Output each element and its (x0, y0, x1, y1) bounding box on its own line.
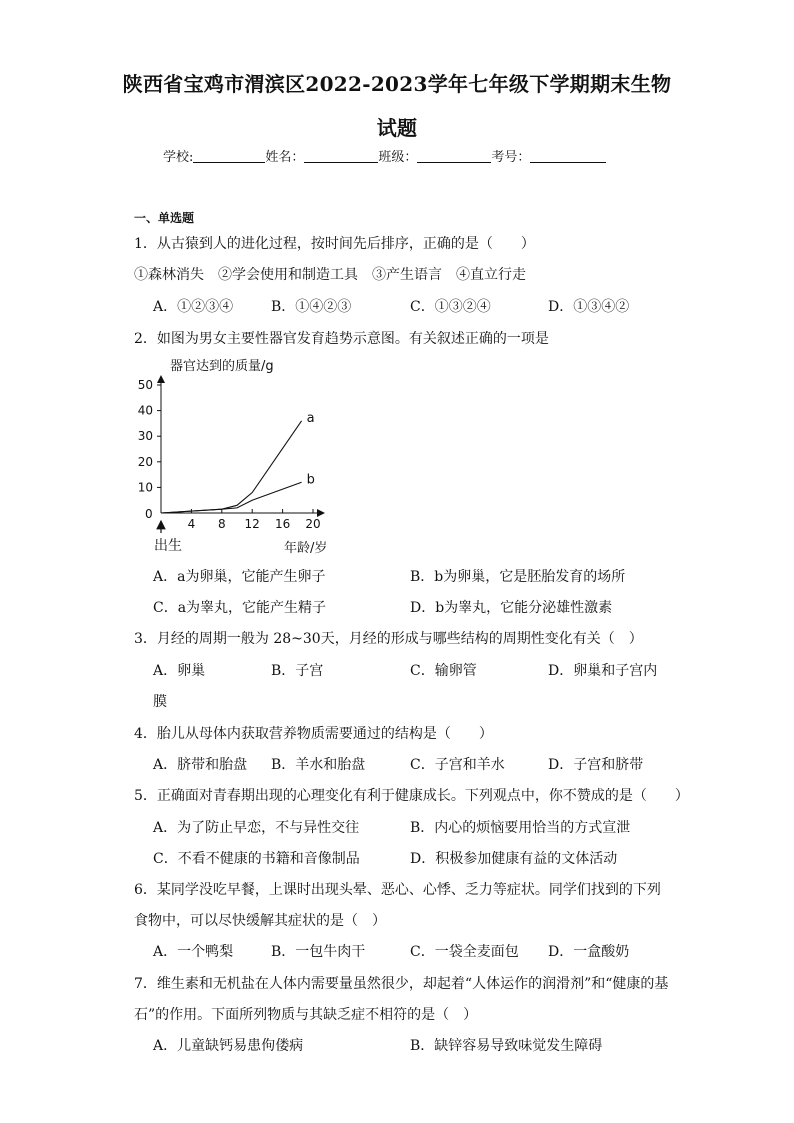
y-tick-label-40: 40 (137, 403, 153, 418)
q5-option-a[interactable]: A．为了防止早恋，不与异性交往 (153, 820, 360, 836)
school-blank[interactable] (193, 150, 265, 163)
school-label: 学校: (163, 150, 194, 165)
q4-option-b[interactable]: B．羊水和胎盘 (271, 757, 366, 773)
x-tick-label-8: 8 (217, 517, 226, 531)
question-4-stem: 4．胎儿从母体内获取营养物质需要通过的结构是（ ） (134, 726, 493, 742)
q1-option-d[interactable]: D．①③④② (548, 299, 630, 315)
section-title: 一、单选题 (134, 211, 195, 225)
q4-option-d[interactable]: D．子宫和脐带 (548, 757, 644, 773)
question-6-stem: 6．某同学没吃早餐，上课时出现头晕、恶心、心悸、乏力等症状。同学们找到的下列 (134, 882, 661, 898)
q2-option-a[interactable]: A．a为卵巢，它能产生卵子 (153, 569, 326, 585)
q7-option-b[interactable]: B．缺锌容易导致味觉发生障碍 (410, 1038, 603, 1054)
number-blank[interactable] (530, 150, 606, 163)
y-tick-label-50: 50 (137, 378, 153, 392)
question-7-stem-continued: 石”的作用。下面所列物质与其缺乏症不相符的是（ ） (134, 1007, 478, 1023)
q5-option-c[interactable]: C．不看不健康的书籍和音像制品 (153, 851, 360, 867)
question-1-items: ①森林消失 ②学会使用和制造工具 ③产生语言 ④直立行走 (134, 267, 526, 283)
q6-option-d[interactable]: D．一盒酸奶 (548, 944, 630, 960)
name-blank[interactable] (304, 150, 378, 163)
q6-option-c[interactable]: C．一袋全麦面包 (410, 944, 519, 960)
exam-title-line1: 陕西省宝鸡市渭滨区2022-2023学年七年级下学期期末生物 (122, 72, 672, 96)
q3-option-c[interactable]: C．输卵管 (410, 663, 477, 679)
exam-title-line2: 试题 (376, 116, 418, 140)
chart-birth-label: 出生 (154, 538, 182, 554)
q2-option-c[interactable]: C．a为睾丸，它能产生精子 (153, 600, 327, 616)
chart-y-axis-label: 器官达到的质量/g (170, 359, 274, 374)
organ-growth-chart (134, 352, 374, 562)
question-5-stem: 5．正确面对青春期出现的心理变化有利于健康成长。下列观点中，你不赞成的是（ ） (134, 788, 689, 804)
number-label: 考号： (491, 150, 531, 165)
chart-origin-label: 0 (145, 507, 153, 521)
q4-option-a[interactable]: A．脐带和胎盘 (153, 757, 248, 773)
x-tick-label-20: 20 (305, 517, 321, 531)
q7-option-a[interactable]: A．儿童缺钙易患佝偻病 (153, 1038, 304, 1054)
question-3-stem: 3．月经的周期一般为 28~30天，月经的形成与哪些结构的周期性变化有关（ ） (134, 631, 643, 647)
q6-option-b[interactable]: B．一包牛肉干 (271, 944, 366, 960)
q5-option-b[interactable]: B．内心的烦恼要用恰当的方式宣泄 (410, 820, 631, 836)
question-2-stem: 2．如图为男女主要性器官发育趋势示意图。有关叙述正确的一项是 (134, 331, 549, 347)
q5-option-d[interactable]: D．积极参加健康有益的文体活动 (410, 851, 618, 867)
x-tick-label-16: 16 (274, 517, 291, 531)
series-line-a (161, 421, 302, 513)
q4-option-c[interactable]: C．子宫和羊水 (410, 757, 505, 773)
q3-option-d-continued: 膜 (153, 694, 167, 710)
x-tick-label-4: 4 (187, 517, 196, 531)
series-label-b: b (306, 472, 315, 488)
chart-x-axis-label: 年龄/岁 (284, 541, 328, 556)
q2-option-d[interactable]: D．b为睾丸，它能分泌雄性激素 (410, 600, 613, 616)
question-6-stem-continued: 食物中，可以尽快缓解其症状的是（ ） (134, 913, 386, 929)
q3-option-b[interactable]: B．子宫 (271, 663, 324, 679)
class-label: 班级： (378, 150, 418, 165)
y-tick-label-10: 10 (137, 480, 153, 495)
y-tick-label-30: 30 (137, 429, 153, 444)
q3-option-d[interactable]: D．卵巢和子宫内 (548, 663, 658, 679)
q3-option-a[interactable]: A．卵巢 (153, 663, 206, 679)
q6-option-a[interactable]: A．一个鸭梨 (153, 944, 234, 960)
q1-option-a[interactable]: A．①②③④ (153, 299, 234, 315)
student-info-row (163, 146, 606, 165)
question-1-stem: 1．从古猿到人的进化过程，按时间先后排序，正确的是（ ） (134, 236, 535, 252)
q2-option-b[interactable]: B．b为卵巢，它是胚胎发育的场所 (410, 569, 626, 585)
question-7-stem: 7．维生素和无机盐在人体内需要量虽然很少，却起着“人体运作的润滑剂”和“健康的基 (134, 976, 669, 992)
name-label: 姓名： (265, 150, 305, 165)
y-tick-label-20: 20 (137, 454, 153, 469)
q1-option-b[interactable]: B．①④②③ (271, 299, 352, 315)
q1-option-c[interactable]: C．①③②④ (410, 299, 491, 315)
series-line-b (161, 482, 302, 513)
class-blank[interactable] (417, 150, 491, 163)
series-label-a: a (306, 410, 315, 426)
x-tick-label-12: 12 (244, 517, 260, 531)
